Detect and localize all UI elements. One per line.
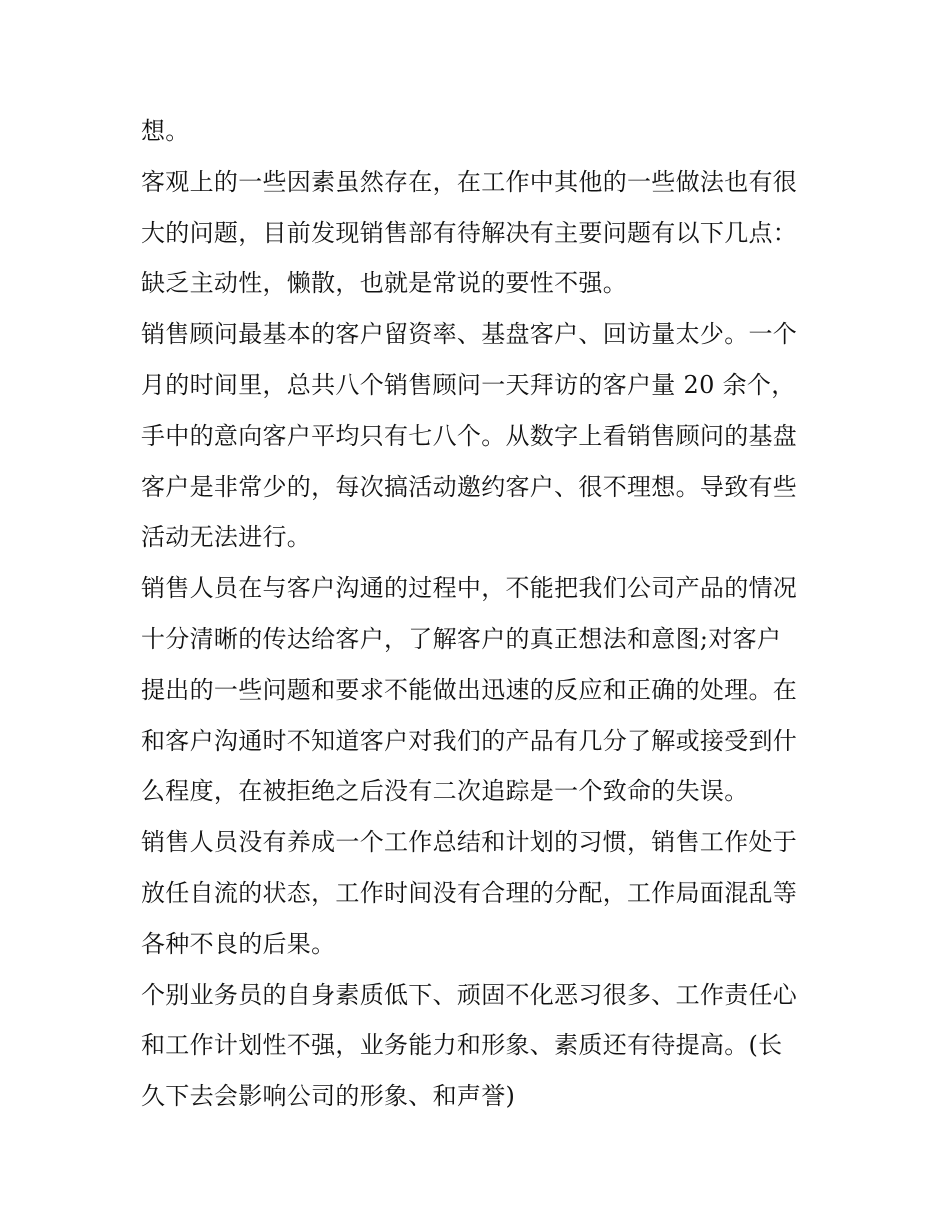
text-line: 客户是非常少的，每次搞活动邀约客户、很不理想。导致有些 [141,472,798,501]
text-line: 各种不良的后果。 [141,929,336,958]
text-line: 和客户沟通时不知道客户对我们的产品有几分了解或接受到什 [141,726,798,755]
text-line: 个别业务员的自身素质低下、顽固不化恶习很多、工作责任心 [141,980,798,1009]
text-line: 和工作计划性不强，业务能力和形象、素质还有待提高。(长 [141,1031,783,1060]
text-line: 月的时间里，总共八个销售顾问一天拜访的客户量 20 余个， [141,370,796,399]
text-line: 久下去会影响公司的形象、和声誉) [141,1082,516,1111]
text-line: 提出的一些问题和要求不能做出迅速的反应和正确的处理。在 [141,675,798,704]
text-line: 想。 [141,117,190,145]
text-line: 么程度，在被拒绝之后没有二次追踪是一个致命的失误。 [141,777,749,806]
text-line: 销售人员没有养成一个工作总结和计划的习惯，销售工作处于 [141,828,798,857]
text-line: 销售顾问最基本的客户留资率、基盘客户、回访量太少。一个 [141,320,798,349]
text-line: 手中的意向客户平均只有七八个。从数字上看销售顾问的基盘 [141,421,798,450]
text-line: 销售人员在与客户沟通的过程中，不能把我们公司产品的情况 [141,574,798,603]
text-line: 活动无法进行。 [141,523,312,552]
document-body [141,106,821,1122]
text-line: 客观上的一些因素虽然存在，在工作中其他的一些做法也有很 [141,167,798,196]
text-line: 缺乏主动性，懒散，也就是常说的要性不强。 [141,269,627,298]
text-line: 大的问题，目前发现销售部有待解决有主要问题有以下几点： [141,218,798,247]
text-line: 十分清晰的传达给客户，了解客户的真正想法和意图;对客户 [141,624,782,653]
text-line: 放任自流的状态，工作时间没有合理的分配，工作局面混乱等 [141,878,798,907]
